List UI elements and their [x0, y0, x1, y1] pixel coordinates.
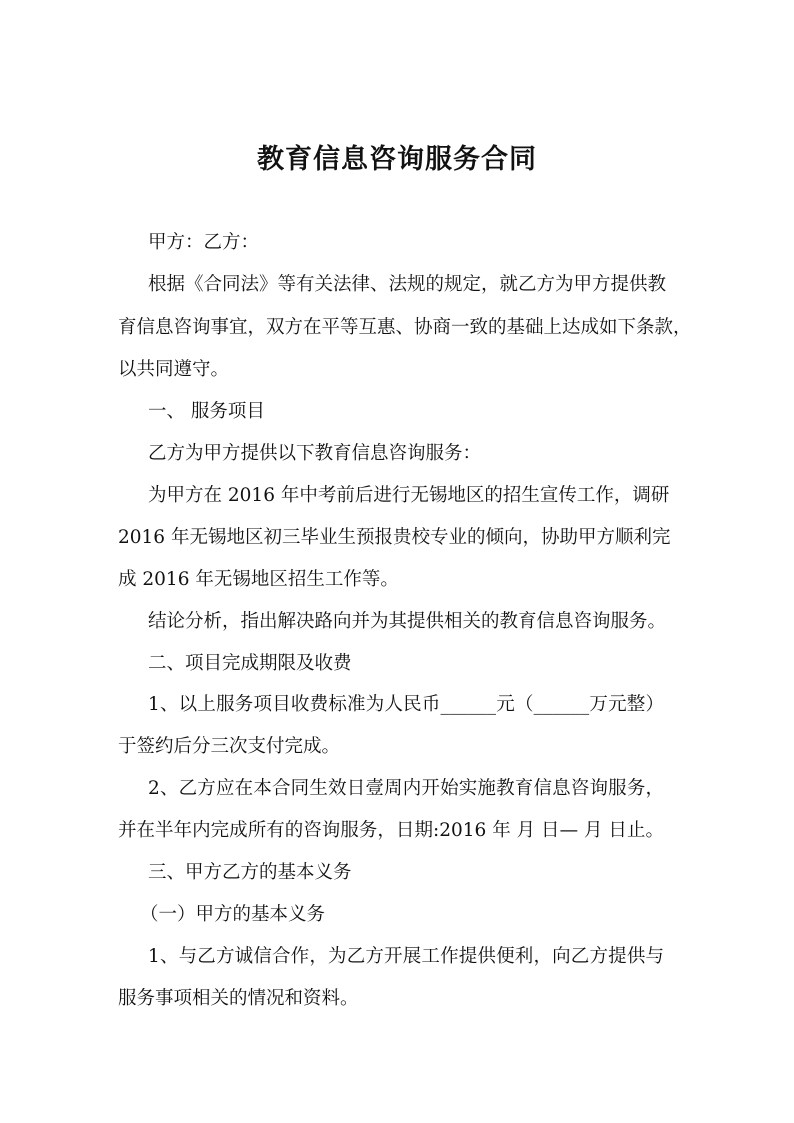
section-heading-1: 一、 服务项目 — [148, 401, 265, 422]
intro-line-2: 育信息咨询事宜，双方在平等互惠、协商一致的基础上达成如下条款， — [118, 317, 692, 338]
subsection-heading-1: （一）甲方的基本义务 — [140, 904, 326, 925]
service-detail-line-2: 2016 年无锡地区初三毕业生预报贵校专业的倾向，协助甲方顺利完 — [118, 527, 671, 548]
fee-line-1: 1、以上服务项目收费标准为人民币______元（______万元整） — [148, 694, 664, 715]
service-detail-line-1: 为甲方在 2016 年中考前后进行无锡地区的招生宣传工作，调研 — [148, 485, 670, 506]
conclusion-line: 结论分析，指出解决路向并为其提供相关的教育信息咨询服务。 — [148, 611, 667, 632]
service-intro-line: 乙方为甲方提供以下教育信息咨询服务： — [148, 443, 482, 464]
intro-line-3: 以共同遵守。 — [118, 359, 230, 380]
section-heading-3: 三、甲方乙方的基本义务 — [148, 862, 352, 883]
obligation-line-2: 服务事项相关的情况和资料。 — [118, 988, 359, 1009]
document-title: 教育信息咨询服务合同 — [257, 144, 537, 175]
obligation-line-1: 1、与乙方诚信合作，为乙方开展工作提供便利，向乙方提供与 — [148, 946, 664, 967]
service-detail-line-3: 成 2016 年无锡地区招生工作等。 — [118, 569, 399, 590]
schedule-line-2: 并在半年内完成所有的咨询服务，日期:2016 年 月 日— 月 日止。 — [118, 820, 664, 841]
schedule-line-1: 2、乙方应在本合同生效日壹周内开始实施教育信息咨询服务， — [148, 778, 664, 799]
fee-line-2: 于签约后分三次支付完成。 — [118, 736, 341, 757]
intro-line-1: 根据《合同法》等有关法律、法规的规定，就乙方为甲方提供教 — [148, 274, 667, 295]
section-heading-2: 二、项目完成期限及收费 — [148, 653, 352, 674]
parties-line: 甲方：乙方： — [148, 232, 260, 253]
